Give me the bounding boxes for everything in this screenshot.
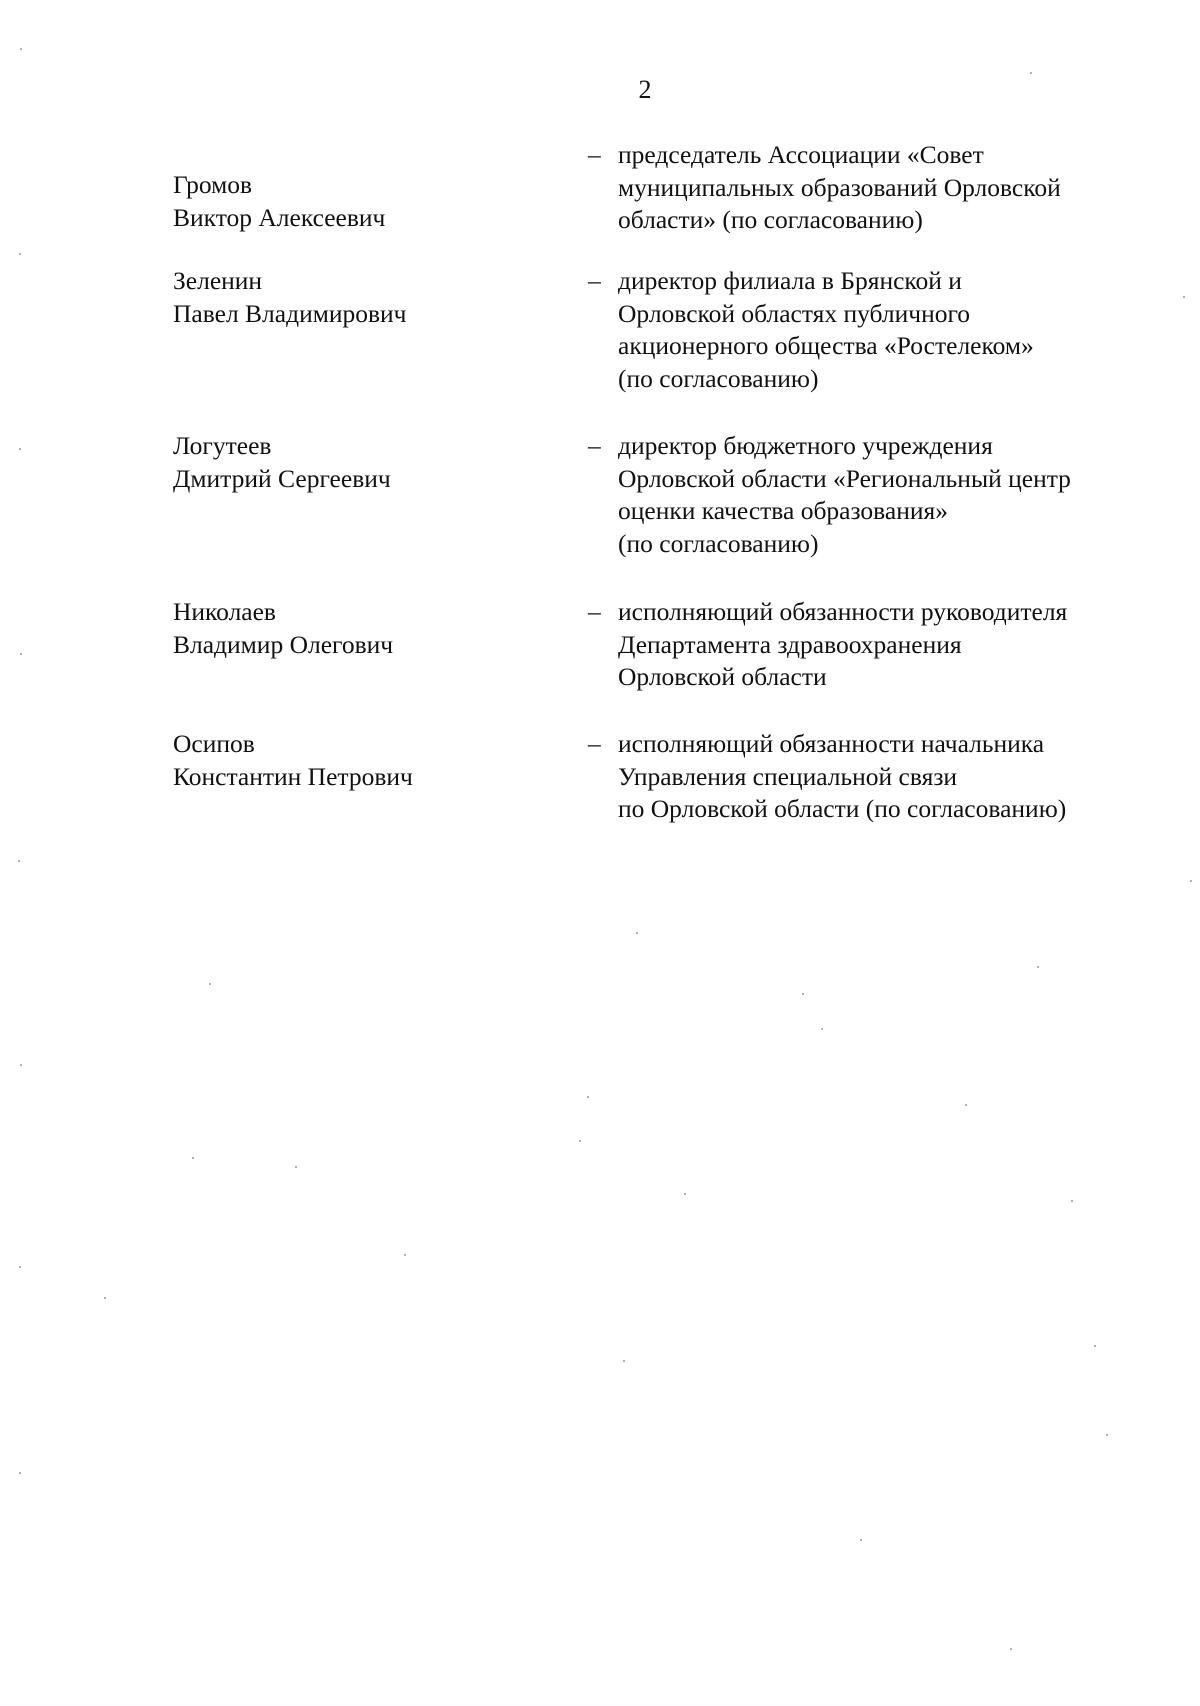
member-given-names: Павел Владимирович: [173, 298, 407, 328]
position-line: Департамента здравоохранения: [618, 629, 962, 659]
scan-speck: [19, 253, 21, 255]
position-line: исполняющий обязанности начальника: [618, 729, 1045, 758]
position-line: исполняющий обязанности руководителя: [618, 597, 1068, 626]
member-surname: Николаев: [173, 597, 276, 626]
member-name: [173, 596, 573, 661]
scan-speck: [636, 932, 638, 934]
scan-speck: [20, 653, 22, 655]
position-line: Орловской области: [618, 662, 827, 691]
position-line: Управления специальной связи: [618, 761, 958, 791]
member-position: [618, 139, 1188, 237]
member-name: [173, 430, 573, 495]
position-line: области» (по согласованию): [618, 205, 923, 234]
scan-speck: [802, 993, 804, 995]
member-surname: Громов: [173, 170, 253, 199]
dash-separator: –: [588, 140, 601, 169]
scan-speck: [20, 1064, 22, 1066]
position-line: Орловской областях публичного: [618, 298, 971, 328]
scan-speck: [1010, 1648, 1012, 1650]
scan-speck: [19, 448, 21, 450]
scan-speck: [19, 1266, 21, 1268]
member-surname: Логутеев: [173, 431, 272, 460]
member-given-names: Дмитрий Сергеевич: [173, 463, 391, 493]
position-line: Орловской области «Региональный центр: [618, 463, 1071, 493]
member-name: [173, 169, 573, 234]
scan-speck: [1030, 72, 1032, 74]
scan-speck: [18, 860, 20, 862]
dash-separator: –: [588, 431, 601, 460]
position-line: оценки качества образования»: [618, 496, 948, 525]
scan-speck: [579, 1140, 581, 1142]
scan-speck: [19, 1472, 21, 1474]
member-position: [618, 596, 1188, 694]
scan-speck: [965, 1104, 967, 1106]
member-position: [618, 728, 1188, 826]
member-name: [173, 728, 573, 793]
member-position: [618, 430, 1188, 560]
member-surname: Осипов: [173, 729, 255, 758]
member-given-names: Виктор Алексеевич: [173, 202, 386, 232]
position-line: по Орловской области (по согласованию): [618, 794, 1067, 823]
member-name: [173, 265, 573, 330]
dash-separator: –: [588, 266, 601, 295]
position-line: (по согласованию): [618, 363, 819, 393]
scan-speck: [1037, 966, 1039, 968]
member-surname: Зеленин: [173, 266, 263, 295]
scan-speck: [1106, 1434, 1108, 1436]
scan-speck: [104, 1297, 106, 1299]
scan-speck: [821, 1028, 823, 1030]
dash-separator: –: [588, 597, 601, 626]
scan-speck: [209, 983, 211, 985]
scan-speck: [623, 1360, 625, 1362]
scan-speck: [684, 1193, 686, 1195]
member-given-names: Константин Петрович: [173, 761, 413, 791]
scan-speck: [860, 1539, 862, 1541]
position-line: председатель Ассоциации «Совет: [618, 140, 984, 169]
scan-speck: [1094, 1345, 1096, 1347]
scan-speck: [1071, 1200, 1073, 1202]
member-given-names: Владимир Олегович: [173, 629, 394, 659]
member-position: [618, 265, 1188, 395]
scan-speck: [587, 1096, 589, 1098]
position-line: (по согласованию): [618, 528, 819, 558]
position-line: акционерного общества «Ростелеком»: [618, 331, 1034, 360]
scan-speck: [1190, 880, 1192, 882]
scan-speck: [20, 48, 22, 50]
scan-speck: [404, 1254, 406, 1256]
position-line: муниципальных образований Орловской: [618, 172, 1061, 202]
scan-speck: [1183, 296, 1185, 298]
page-number: 2: [638, 75, 652, 104]
scan-speck: [192, 1157, 194, 1159]
scan-speck: [295, 1166, 297, 1168]
position-line: директор бюджетного учреждения: [618, 431, 993, 460]
position-line: директор филиала в Брянской и: [618, 266, 962, 295]
dash-separator: –: [588, 729, 601, 758]
